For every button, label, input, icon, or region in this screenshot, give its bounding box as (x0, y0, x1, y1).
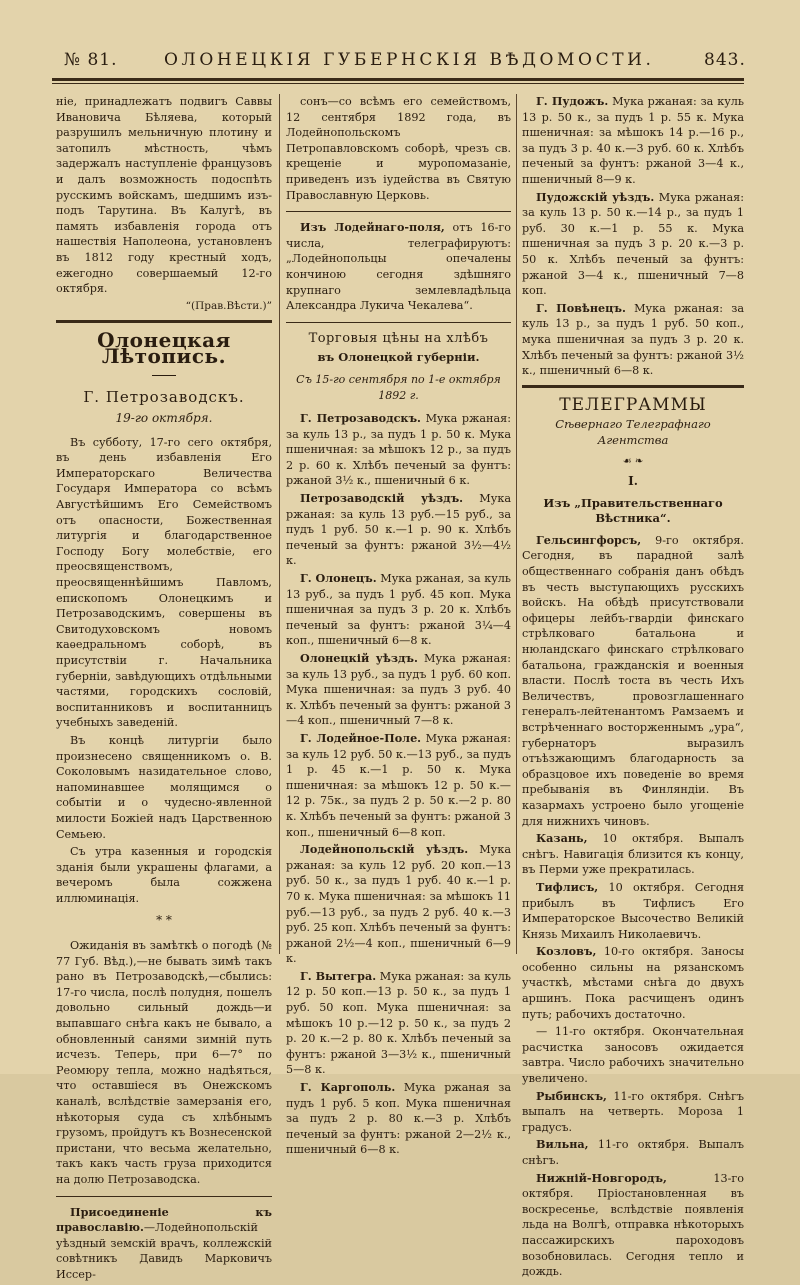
list-item (522, 1137, 744, 1168)
issue-number: № 81. (64, 50, 118, 70)
item-text: Мука ржаная: за куль 13 р., за пудъ 1 р. 50 к. Мука пшеничная: за мѣшокъ 12 р., за пудъ 2 р. 60 к. Хлѣбъ печеный за фунтъ: ржаной 3½ к., пшеничный 6 к. (286, 412, 511, 488)
list-item (522, 1024, 744, 1086)
price-list (286, 411, 511, 1158)
dash-divider (152, 375, 176, 376)
list-item (522, 880, 744, 942)
item-heading: Г. Повѣнецъ. (536, 300, 626, 315)
date-heading: 19-го октября. (115, 411, 213, 426)
prices-subtitle: въ Олонецкой губерніи. (317, 350, 480, 365)
item-text: Мука ржаная, за куль 13 руб., за пудъ 1 руб. 45 коп. Мука пшеничная за пудъ 3 р. 20 к. Хлѣбъ печеный за фунтъ: ржаной 3¼—4 коп., пшеничный 6—8 к. (286, 572, 512, 648)
item-text: Мука ржаная: за куль 13 р., за пудъ 1 руб. 50 коп., мука пшеничная за пудъ 3 р. 20 к. Хлѣбъ печеный за фунтъ: ржаной 3½ к., пшеничный 6—8 к. (522, 301, 745, 378)
item-heading: Тифлисъ, (536, 879, 599, 894)
city-heading: Г. Петрозаводскъ. (83, 387, 245, 406)
list-item (522, 944, 744, 1022)
price-list (522, 94, 744, 379)
paragraph: Ожиданія въ замѣткѣ о погодѣ (№ 77 Губ. Вѣд.),—не бывать зимѣ такъ рано въ Петрозаводскѣ,—сбылись: 17-го числа, послѣ полудня, пошелъ довольно сильный дождь—и выпавшаго снѣга какъ не бывало, а обновленный санями зимній путь исчезъ. Теперь, при 6—7° по Реомюру тепла, можно надѣяться, что оставшіеся въ Онежскомъ каналѣ, вслѣдствіе замерзанія его, нѣкоторыя суда съ хлѣбнымъ грузомъ, пройдутъ къ Вознесенской пристани, что весьма желательно, такъ какъ часть груза приходится на долю Петрозаводска. (56, 939, 272, 1186)
item-heading: Лодейнопольскій уѣздъ. (300, 842, 469, 857)
item-text: Мука ржаная: за куль 12 руб. 50 к.—13 руб., за пудъ 1 р. 45 к.—1 р. 50 к. Мука пшеничная: за мѣшокъ 12 р. 50 к.—12 р. 75к., за пудъ 2 р. 50 к.—2 р. 80 к. Хлѣбъ печеный за фунтъ: ржаной 3 коп., пшеничный 6—8 коп. (286, 731, 512, 839)
item-heading: Рыбинскъ, (536, 1088, 607, 1103)
item-text: 10-го октября. Заносы особенно сильны на рязанскомъ участкѣ, мѣстами снѣга до двухъ аршинъ. Пока расчищенъ одинъ путь; рабочихъ достаточно. (522, 945, 744, 1021)
telegrams-source: Изъ „Правительственнаго Вѣстника“. (543, 495, 723, 526)
paragraph: Съ утра казенныя и городскія зданія были украшены флагами, а вечеромъ была сожжена иллюминація. (56, 845, 272, 905)
list-item (286, 969, 511, 1078)
list-item (286, 491, 511, 569)
list-item (286, 1080, 511, 1158)
item-heading: Козловъ, (536, 944, 597, 959)
paragraph (286, 220, 511, 314)
paragraph-text: —Лодейнопольскій уѣздный земскій врачъ, коллежскій совѣтникъ Давидъ Марковичъ Иссер- (56, 1221, 272, 1281)
item-heading: Олонецкій уѣздъ. (300, 651, 418, 665)
item-heading: Г. Каргополь. (300, 1080, 396, 1095)
item-text: 9-го октября. Сегодня, въ парадной залѣ общественнаго собранія данъ обѣдъ въ честь выступающихъ русскихъ войскъ. На обѣдѣ присутствовали офицеры лейбъ-гвардіи финскаго стрѣлковаго батальона и нюландскаго финскаго стрѣлковаго батальона, гражданскія и военныя власти. Послѣ тоста въ честь Ихъ Величествъ, провозглашеннаго генералъ-лейтенантомъ Рамзаемъ и встрѣченнаго восторженнымъ „ура“, губернаторъ выразилъ отъѣзжающимъ благодарность за образцовое ихъ поведеніе во время пребыванія въ Финляндіи. Въ казармахъ устроено было угощеніе для нижнихъ чиновъ. (522, 533, 744, 828)
page-number: 843. (704, 50, 746, 70)
item-heading: Петрозаводскій уѣздъ. (300, 491, 464, 506)
section-rule (56, 1196, 272, 1197)
paragraph: Въ субботу, 17-го сего октября, въ день избавленія Его Императорскаго Величества Государя Императора со всѣмъ Августѣйшимъ Его Семействомъ отъ опасности, Божественная литургія и благодарственное Господу Богу молебствіе, его преосвященствомъ, преосвященнѣйшимъ Павломъ, епископомъ Олонецкимъ и Петрозаводскимъ, совершены въ Свитодуховскомъ новомъ каѳедральномъ соборѣ, въ присутствіи г. Начальника губерніи, завѣдующихъ отдѣльными частями, городскихъ сословій, воспитанниковъ и воспитанницъ учебныхъ заведеній. (56, 435, 272, 730)
list-item (522, 831, 744, 878)
item-text: 11-го октября. Снѣгъ выпалъ на четверть. Мороза 1 градусъ. (522, 1089, 744, 1134)
header-rule-thin (52, 83, 744, 84)
item-heading: Вильна, (536, 1137, 589, 1152)
paragraph-lead: Присоединеніе къ православію. (56, 1204, 272, 1235)
column-3 (522, 94, 744, 1282)
list-item (522, 533, 744, 829)
item-text: Мука ржаная: за куль 13 руб., за пудъ 1 руб. 60 коп. Мука пшеничная: за пудъ 3 руб. 40 к. Хлѣбъ печеный за фунтъ: ржаной 3—4 коп., пшеничный 7—8 к. (286, 652, 512, 728)
asterism: * * (156, 912, 172, 927)
item-text: — 11-го октября. Окончательная расчистка заносовъ ожидается завтра. Число рабочихъ значительно увеличено. (522, 1025, 744, 1086)
item-heading: Г. Олонецъ. (300, 571, 377, 586)
item-heading: Нижній-Новгородъ, (536, 1170, 667, 1185)
column-divider (279, 94, 280, 954)
paragraph-lead: Изъ Лодейнаго-поля, (300, 220, 445, 235)
newspaper-title: ОЛОНЕЦКІЯ ГУБЕРНСКІЯ ВѢДОМОСТИ. (164, 50, 655, 70)
list-item (286, 731, 511, 840)
paragraph-text: отъ 16-го числа, телеграфируютъ: „Лодейнопольцы опечалены кончиною сегодня здѣшняго крупнаго землевладѣльца Александра Лукича Чекалева“. (286, 221, 511, 313)
section-number: I. (628, 474, 638, 489)
section-rule (56, 320, 272, 323)
prices-dates: Съ 15-го сентября по 1-е октября 1892 г. (296, 372, 501, 402)
chronicle-title: Олонецкая Лѣтопись. (97, 328, 231, 368)
list-item (286, 651, 511, 729)
list-item (286, 571, 511, 649)
paragraph: сонъ—со всѣмъ его семействомъ, 12 сентября 1892 года, въ Лодейнопольскомъ Петропавловскомъ соборѣ, чрезъ св. крещеніе и муропомазаніе, приведенъ изъ іудейства въ Святую Православную Церковь. (286, 95, 511, 202)
item-text: 10 октября. Сегодня прибылъ въ Тифлисъ Его Императорское Высочество Великій Князь Михаилъ Николаевичъ. (522, 880, 745, 941)
column-1 (56, 94, 272, 1285)
list-item (522, 94, 744, 188)
header-rule (52, 78, 744, 81)
news-list (522, 533, 744, 1280)
paragraph: Въ концѣ литургіи было произнесено священникомъ о. В. Соколовымъ назидательное слово, напоминавшее молящимся о событіи и о чудесно-явленной милости Божіей надъ Царственною Семьею. (56, 733, 272, 841)
telegrams-subtitle: Сѣвернаго Телеграфнаго Агентства (555, 417, 711, 447)
item-text: Мука ржаная: за куль 13 руб.—15 руб., за пудъ 1 руб. 50 к.—1 р. 90 к. Хлѣбъ печеный за фунтъ: ржаной 3½—4½ к. (286, 492, 511, 568)
source-note: “(Прав.Вѣсти.)” (185, 299, 272, 312)
list-item (286, 411, 511, 489)
item-text: Мука ржаная: за куль 12 руб. 20 коп.—13 руб. 50 к., за пудъ 1 руб. 40 к.—1 р. 70 к. Мука пшеничная: за мѣшокъ 11 руб.—13 руб., за пудъ 2 руб. 40 к.—3 руб. 25 коп. Хлѣбъ печеный за фунтъ: ржаной 2½—4 коп., пшеничный 6—9 к. (286, 843, 511, 966)
item-text: 10 октября. Выпалъ снѣгъ. Навигація близится къ концу, въ Перми уже прекратилась. (522, 832, 745, 877)
item-heading: Г. Петрозаводскъ. (300, 411, 421, 426)
item-text: 11-го октября. Выпалъ снѣгъ. (522, 1138, 744, 1167)
telegrams-title: ТЕЛЕГРАММЫ (559, 394, 707, 415)
list-item (286, 842, 511, 967)
list-item (522, 1171, 744, 1280)
item-text: Мука ржаная: за куль 13 р. 50 к., за пудъ 1 р. 55 к. Мука пшеничная: за мѣшокъ 14 р.—16 р., за пудъ 3 р. 40 к.—3 руб. 60 к. Хлѣбъ печеный за фунтъ: ржаной 3—4 к., пшеничный 8—9 к. (522, 95, 744, 186)
section-rule (286, 322, 511, 323)
item-text: Мука ржаная за пудъ 1 руб. 5 коп. Мука пшеничная за пудъ 2 р. 80 к.—3 р. Хлѣбъ печеный за фунтъ: ржаной 2—2½ к., пшеничный 6—8 к. (286, 1081, 511, 1157)
item-text: Мука ржаная: за куль 12 р. 50 коп.—13 р. 50 к., за пудъ 1 руб. 50 коп. Мука пшеничная: за мѣшокъ 10 р.—12 р. 50 к., за пудъ 2 р. 20 к.—2 р. 80 к. Хлѣбъ печеный за фунтъ: ржаной 3—3½ к., пшеничный 5—8 к. (286, 969, 511, 1077)
section-rule (286, 211, 511, 212)
list-item (522, 190, 744, 299)
intro-paragraph: ніе, принадлежатъ подвигъ Саввы Ивановича Бѣляева, который разрушилъ мельничную плотину и затопилъ мѣстность, чѣмъ задержалъ наступленіе французовъ и далъ возможность подоспѣть русскимъ войскамъ, шедшимъ изъ-подъ Тарутина. Въ Калугѣ, въ память избавленія города отъ нашествія Наполеона, установленъ въ 1812 году крестный ходъ, ежегодно совершаемый 12-го октября. (56, 95, 272, 296)
column-divider (516, 94, 517, 954)
page-header (56, 44, 748, 74)
column-2 (286, 94, 511, 1160)
item-heading: Г. Пудожъ. (536, 94, 609, 108)
item-heading: Г. Вытегра. (300, 968, 377, 983)
ornament: ☙ ❧ (622, 456, 644, 468)
section-rule (522, 385, 744, 388)
item-heading: Казань, (536, 831, 588, 846)
item-heading: Г. Лодейное-Поле. (300, 730, 422, 745)
list-item (522, 1089, 744, 1136)
list-item (522, 301, 744, 379)
item-text: 13-го октября. Пріостановленная въ воскресенье, вслѣдствіе появленія льда на Волгѣ, отправка нѣкоторыхъ пассажирскихъ пароходовъ возобновилась. Сегодня тепло и дождь. (522, 1171, 744, 1279)
paragraph (56, 1205, 272, 1283)
item-heading: Пудожскій уѣздъ. (536, 189, 655, 204)
item-text: Мука ржаная: за куль 13 р. 50 к.—14 р., за пудъ 1 руб. 30 к.—1 р. 55 к. Мука пшеничная за пудъ 3 р. 20 к.—3 р. 50 к. Хлѣбъ печеный за фунтъ: ржаной 3—4 к., пшеничный 7—8 коп. (522, 190, 744, 298)
prices-title: Торговыя цѣны на хлѣбъ (308, 330, 489, 346)
item-heading: Гельсингфорсъ, (536, 532, 642, 547)
